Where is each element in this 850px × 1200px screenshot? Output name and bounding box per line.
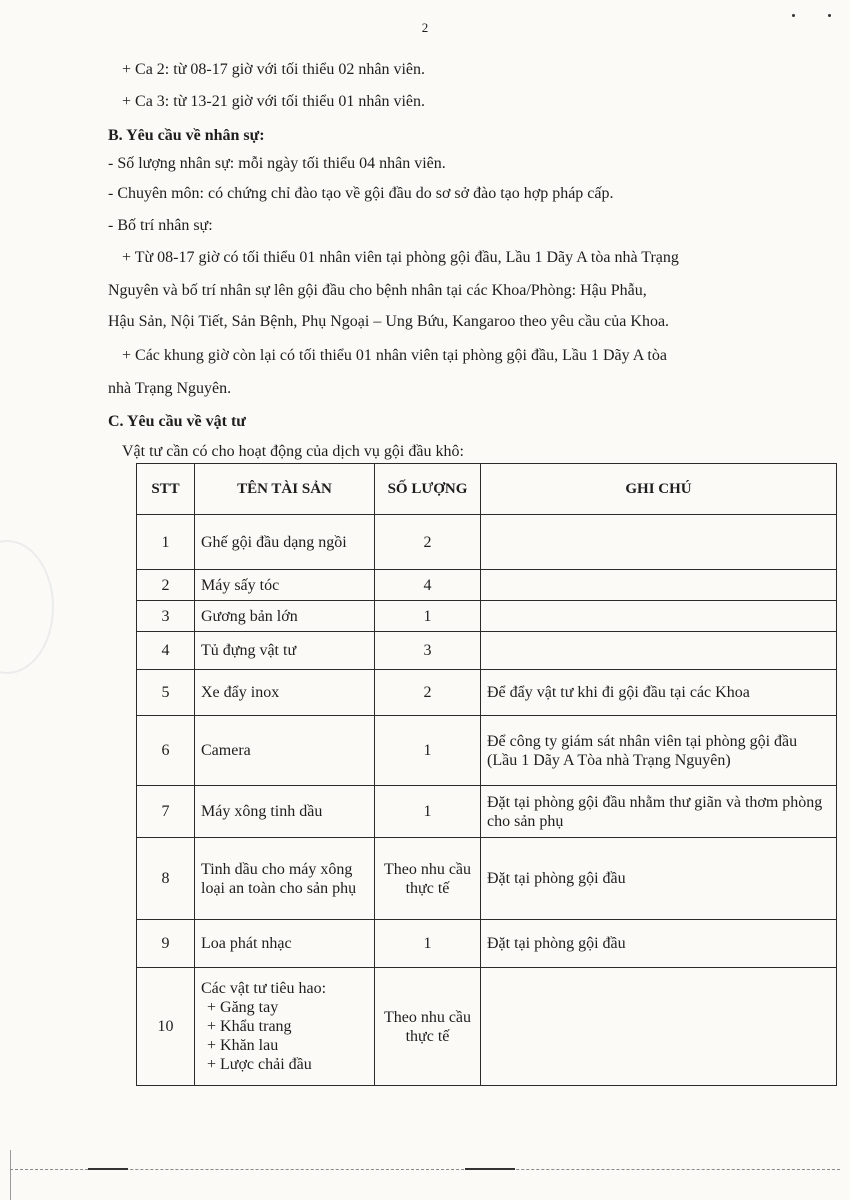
arrangement-para1-line3: Hậu Sản, Nội Tiết, Sản Bệnh, Phụ Ngoại – Ung Bứu, Kangaroo theo yêu cầu của Khoa.	[108, 313, 670, 330]
table-row	[137, 716, 837, 786]
cell-note: Để đẩy vật tư khi đi gội đầu tại các Khoa	[481, 670, 837, 716]
arrangement-para1-line1: + Từ 08-17 giờ có tối thiểu 01 nhân viên tại phòng gội đầu, Lầu 1 Dãy A tòa nhà Trạng	[122, 249, 679, 266]
staff-arrangement-line: - Bố trí nhân sự:	[108, 217, 213, 234]
consumables-line: + Lược chải đầu	[207, 1056, 312, 1073]
cell-quantity: Theo nhu cầu thực tế	[375, 968, 481, 1086]
cell-quantity: 1	[375, 601, 481, 632]
cell-note	[481, 515, 837, 570]
expertise-line: - Chuyên môn: có chứng chỉ đào tạo về gội đầu do sơ sở đào tạo hợp pháp cấp.	[108, 185, 614, 202]
supplies-table	[136, 463, 837, 1086]
shift-2-line: + Ca 2: từ 08-17 giờ với tối thiểu 02 nhân viên.	[122, 61, 426, 78]
cell-asset-name: Ghế gội đầu dạng ngồi	[195, 515, 375, 570]
section-b-heading: B. Yêu cầu về nhân sự:	[108, 127, 265, 144]
cell-note	[481, 632, 837, 670]
cell-note	[481, 570, 837, 601]
cell-quantity: 4	[375, 570, 481, 601]
header-quantity	[375, 464, 481, 515]
table-row	[137, 920, 837, 968]
cell-note: Đặt tại phòng gội đầu	[481, 920, 837, 968]
cell-quantity: 3	[375, 632, 481, 670]
cell-stt: 2	[137, 570, 195, 601]
consumables-line: Các vật tư tiêu hao:	[201, 980, 327, 997]
table-row	[137, 632, 837, 670]
page-number: 2	[421, 20, 429, 35]
supplies-intro: Vật tư cần có cho hoạt động của dịch vụ gội đầu khô:	[122, 443, 464, 460]
arrangement-para2-line2: nhà Trạng Nguyên.	[108, 380, 232, 397]
header-stt: STT	[137, 464, 195, 515]
cell-stt: 10	[137, 968, 195, 1086]
cell-stt: 1	[137, 515, 195, 570]
cell-asset-name: Máy sấy tóc	[195, 570, 375, 601]
cell-note: Đặt tại phòng gội đầu	[481, 838, 837, 920]
cell-quantity: 1	[375, 716, 481, 786]
table-row	[137, 570, 837, 601]
cell-asset-name: Gương bản lớn	[195, 601, 375, 632]
cell-stt: 7	[137, 786, 195, 838]
cell-stt: 3	[137, 601, 195, 632]
cell-quantity: 2	[375, 515, 481, 570]
bottom-rule-segment	[88, 1168, 128, 1170]
header-asset-name: TÊN TÀI SẢN	[195, 464, 375, 515]
faded-stamp	[0, 540, 54, 674]
consumables-line: + Găng tay	[207, 999, 279, 1016]
table-row	[137, 515, 837, 570]
shift-3-line: + Ca 3: từ 13-21 giờ với tối thiểu 01 nhân viên.	[122, 93, 426, 110]
arrangement-para1-line2: Nguyên và bố trí nhân sự lên gội đầu cho bệnh nhân tại các Khoa/Phòng: Hậu Phẫu,	[108, 282, 647, 299]
bottom-rule-segment	[465, 1168, 515, 1170]
cell-stt: 6	[137, 716, 195, 786]
staff-count-line: - Số lượng nhân sự: mỗi ngày tối thiểu 04 nhân viên.	[108, 155, 446, 172]
cell-asset-name	[195, 968, 375, 1086]
cell-stt: 5	[137, 670, 195, 716]
section-c-heading: C. Yêu cầu về vật tư	[108, 413, 246, 430]
cell-note: Đặt tại phòng gội đầu nhằm thư giãn và thơm phòng cho sản phụ	[481, 786, 837, 838]
cell-asset-name: Camera	[195, 716, 375, 786]
header-quantity-text: SỐ LƯỢNG	[387, 480, 468, 497]
header-note: GHI CHÚ	[481, 464, 837, 515]
cell-asset-name: Loa phát nhạc	[195, 920, 375, 968]
cell-asset-name: Tinh dầu cho máy xông loại an toàn cho sản phụ	[195, 838, 375, 920]
scan-dot	[792, 14, 795, 17]
cell-asset-name: Máy xông tinh dầu	[195, 786, 375, 838]
cell-note: Để công ty giám sát nhân viên tại phòng gội đầu (Lầu 1 Dãy A Tòa nhà Trạng Nguyên)	[481, 716, 837, 786]
table-row	[137, 838, 837, 920]
scan-dot	[828, 14, 831, 17]
cell-asset-name: Tủ đựng vật tư	[195, 632, 375, 670]
cell-quantity: 2	[375, 670, 481, 716]
cell-quantity: Theo nhu cầu thực tế	[375, 838, 481, 920]
consumables-line: + Khăn lau	[207, 1037, 279, 1054]
table-row	[137, 601, 837, 632]
cell-quantity: 1	[375, 786, 481, 838]
cell-stt: 4	[137, 632, 195, 670]
cell-stt: 8	[137, 838, 195, 920]
table-row	[137, 968, 837, 1086]
consumables-line: + Khẩu trang	[207, 1018, 292, 1035]
bottom-divider	[10, 1169, 840, 1170]
cell-note	[481, 968, 837, 1086]
arrangement-para2-line1: + Các khung giờ còn lại có tối thiểu 01 nhân viên tại phòng gội đầu, Lầu 1 Dãy A tòa	[122, 347, 667, 364]
table-row	[137, 786, 837, 838]
cell-quantity: 1	[375, 920, 481, 968]
table-row	[137, 670, 837, 716]
cell-stt: 9	[137, 920, 195, 968]
page-edge	[10, 1150, 11, 1200]
table-header-row	[137, 464, 837, 515]
cell-asset-name: Xe đẩy inox	[195, 670, 375, 716]
cell-note	[481, 601, 837, 632]
